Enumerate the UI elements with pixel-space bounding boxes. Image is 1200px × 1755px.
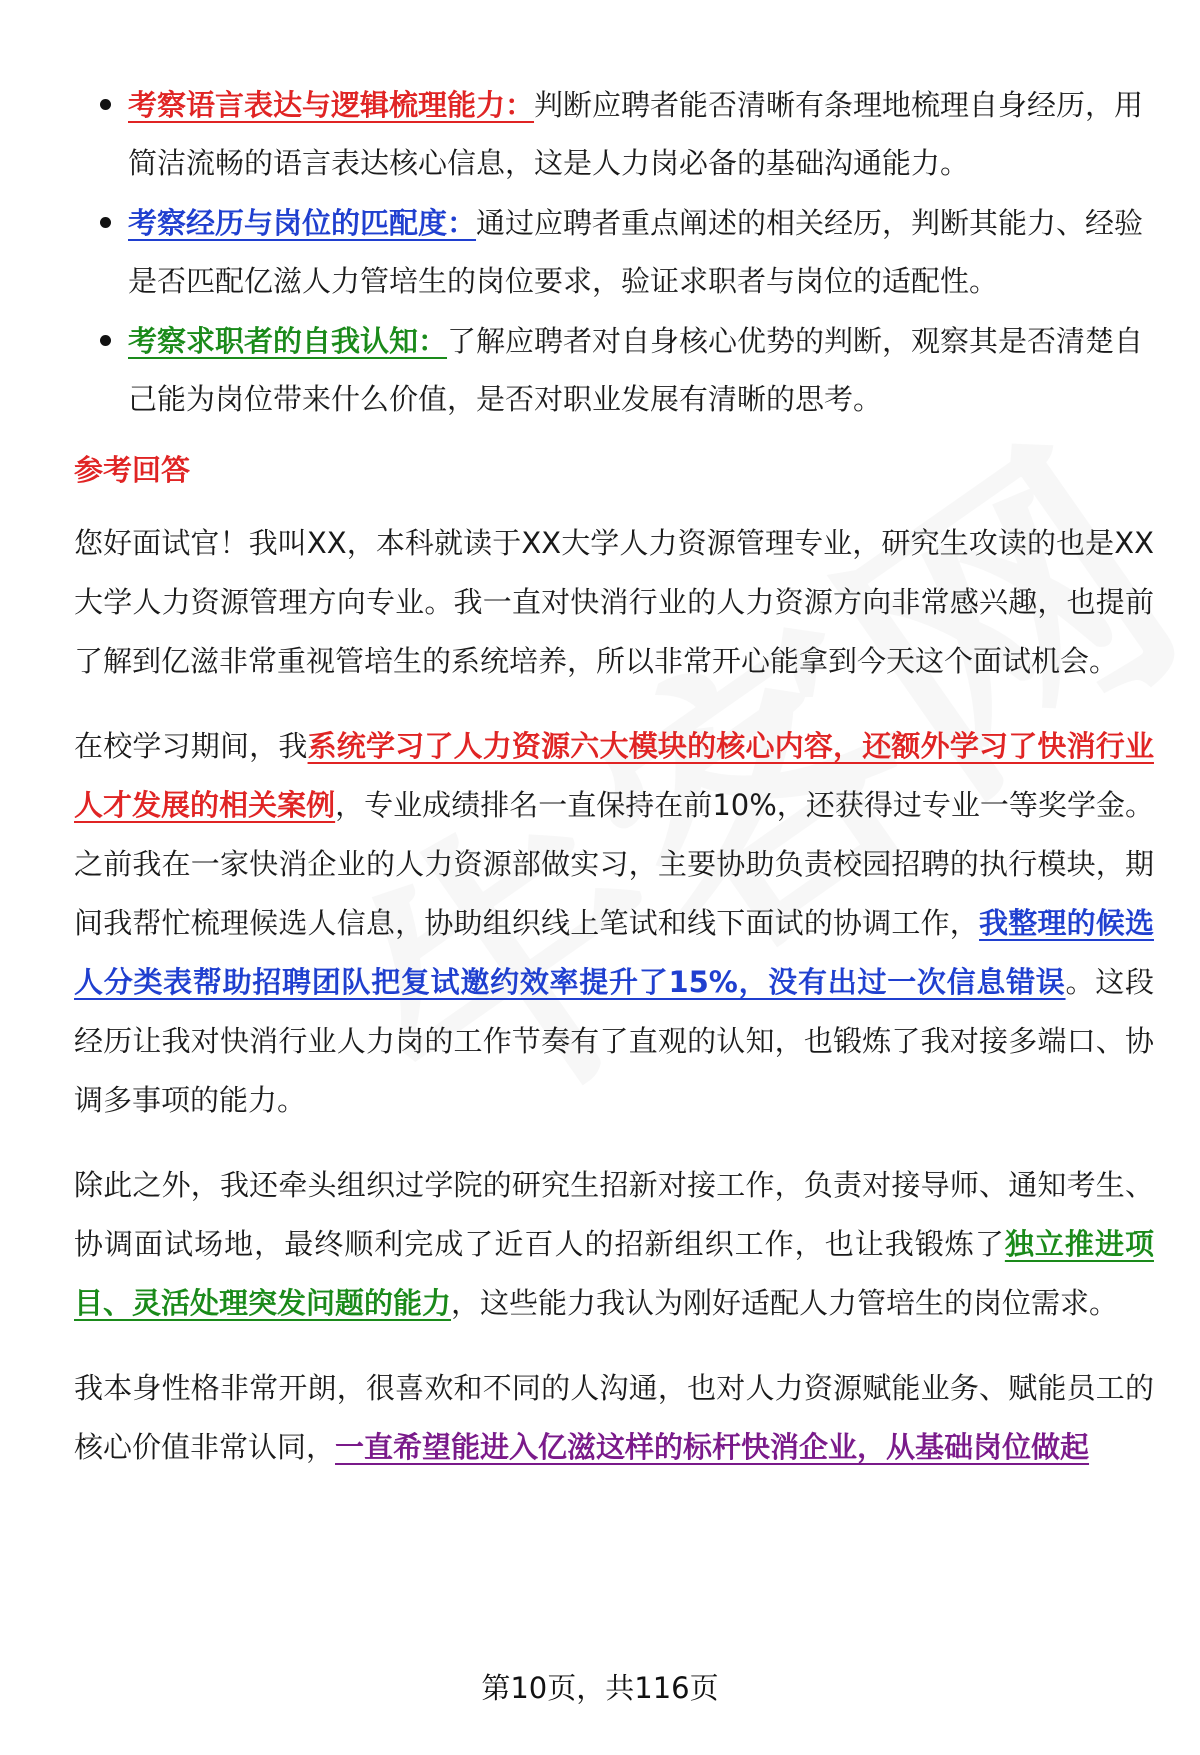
bullet-lead: 考察求职者的自我认知： bbox=[128, 324, 448, 358]
bullet-text: 通过应聘者重点阐述的相关经历，判断其能力、经验是否匹配亿滋人力管培生的岗位要求，验证求职者与岗位的适配性。 bbox=[128, 206, 1144, 298]
section-title: 参考回答 bbox=[74, 453, 191, 487]
text-run: 除此之外，我还牵头组织过学院的研究生招新对接工作，负责对接导师、通知考生、协调面试场地，最终顺利完成了近百人的招新组织工作，也让我锻炼了 bbox=[74, 1168, 1154, 1261]
list-item bbox=[74, 76, 1154, 192]
paragraph-project bbox=[74, 1156, 1154, 1333]
text-run: 我本身性格非常开朗，很喜欢和不同的人沟通，也对人力资源赋能业务、赋能员工的核心价值非常认同， bbox=[74, 1371, 1154, 1464]
bullet-text: 了解应聘者对自身核心优势的判断，观察其是否清楚自己能为岗位带来什么价值，是否对职业发展有清晰的思考。 bbox=[128, 324, 1144, 416]
bullet-text: 判断应聘者能否清晰有条理地梳理自身经历，用简洁流畅的语言表达核心信息，这是人力岗必备的基础沟通能力。 bbox=[128, 88, 1144, 180]
paragraph-intro: 您好面试官！我叫XX，本科就读于XX大学人力资源管理专业，研究生攻读的也是XX大学人力资源管理方向专业。我一直对快消行业的人力资源方向非常感兴趣，也提前了解到亿滋非常重视管培生的系统培养，所以非常开心能拿到今天这个面试机会。 bbox=[74, 526, 1154, 678]
page-number: 第10页，共116页 bbox=[481, 1671, 719, 1705]
paragraph-study bbox=[74, 717, 1154, 1130]
text-run: ，这些能力我认为刚好适配人力管培生的岗位需求。 bbox=[451, 1286, 1119, 1320]
bullet-dot-icon bbox=[100, 99, 111, 110]
text-run: ，专业成绩排名一直保持在前10%，还获得过专业一等奖学金。之前我在一家快消企业的人力资源部做实习，主要协助负责校园招聘的执行模块，期间我帮忙梳理候选人信息，协助组织线上笔试和线下面试的协调工作， bbox=[74, 788, 1154, 940]
bullet-dot-icon bbox=[100, 217, 111, 228]
bullet-lead: 考察语言表达与逻辑梳理能力： bbox=[128, 88, 535, 122]
assessment-list bbox=[74, 76, 1154, 428]
bullet-lead: 考察经历与岗位的匹配度： bbox=[128, 206, 477, 240]
highlight-red: 系统学习了人力资源六大模块的核心内容，还额外学习了快消行业人才发展的相关案例 bbox=[74, 729, 1154, 822]
text-run: 。这段经历让我对快消行业人力岗的工作节奏有了直观的认知，也锻炼了我对接多端口、协调多事项的能力。 bbox=[74, 965, 1154, 1117]
highlight-blue: 我整理的候选人分类表帮助招聘团队把复试邀约效率提升了15%，没有出过一次信息错误 bbox=[74, 906, 1154, 999]
highlight-purple: 一直希望能进入亿滋这样的标杆快消企业，从基础岗位做起 bbox=[335, 1430, 1090, 1464]
text-run: 在校学习期间，我 bbox=[74, 729, 308, 763]
highlight-green: 独立推进项目、灵活处理突发问题的能力 bbox=[74, 1227, 1154, 1320]
bullet-dot-icon bbox=[100, 335, 111, 346]
paragraph-personality bbox=[74, 1359, 1154, 1477]
list-item bbox=[74, 312, 1154, 428]
document-page bbox=[74, 76, 1154, 1503]
list-item bbox=[74, 194, 1154, 310]
